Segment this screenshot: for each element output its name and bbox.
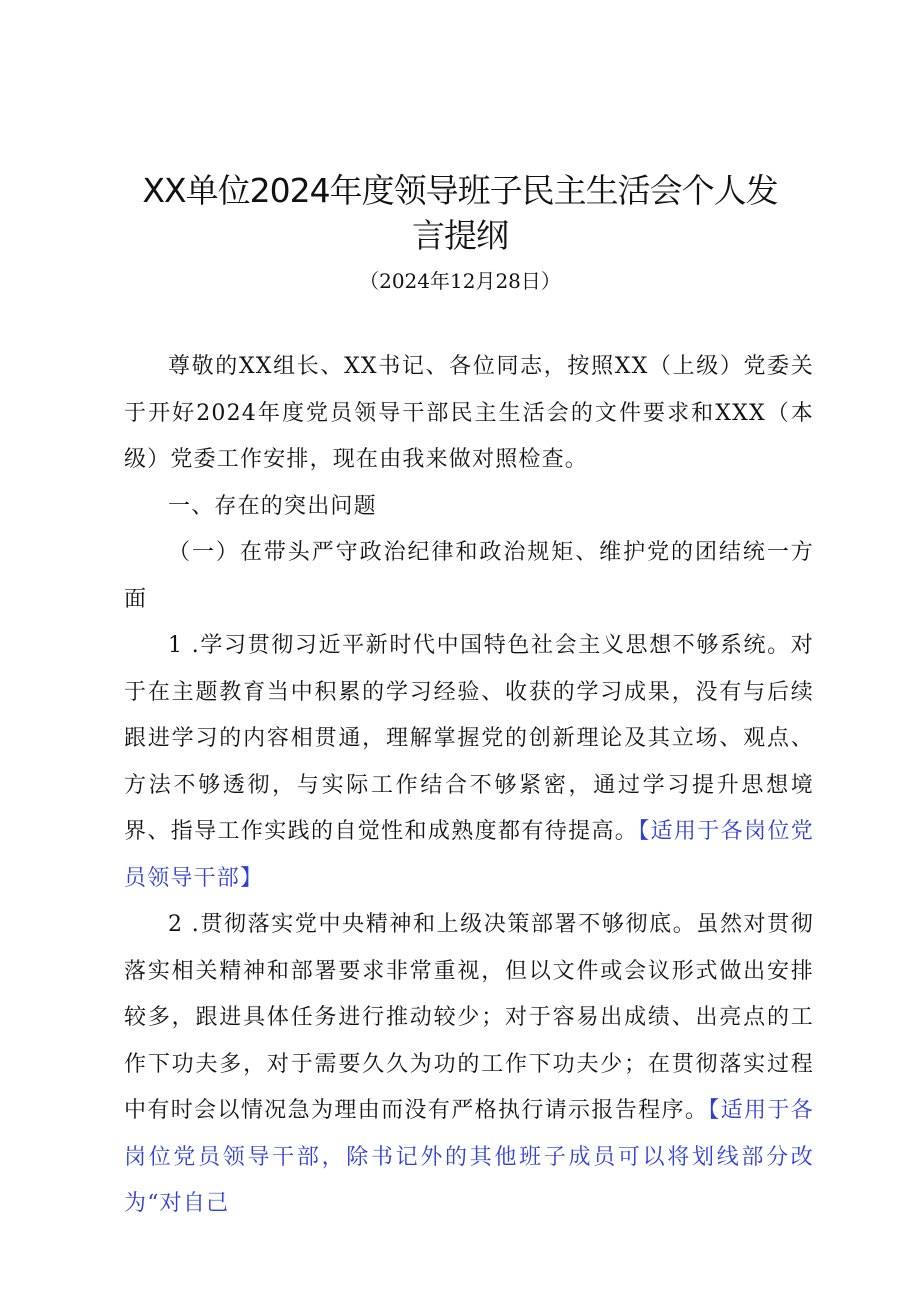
document-title-line-1: XX单位2024年度领导班子民主生活会个人发: [142, 171, 778, 210]
item-1-applicability-note: 【适用于各岗位党员领导干部】: [124, 819, 814, 891]
item-1-text: 1 .学习贯彻习近平新时代中国特色社会主义思想不够系统。对于在主题教育当中积累的学习经验、收获的学习成果，没有与后续跟进学习的内容相贯通，理解掌握党的创新理论及其立场、观点、方法不够透彻，与实际工作结合不够紧密，通过学习提升思想境界、指导工作实践的自觉性和成熟度都有待提高。: [124, 633, 814, 844]
item-1-paragraph: [124, 623, 814, 902]
intro-paragraph-block: [124, 344, 814, 484]
item-2-applicability-note: 【适用于各岗位党员领导干部，除书记外的其他班子成员可以将划线部分改为“对自己: [124, 1098, 814, 1216]
document-date: （2024年12月28日）: [359, 269, 561, 293]
intro-paragraph: 尊敬的XX组长、XX书记、各位同志，按照XX（上级）党委关于开好2024年度党员领导干部民主生活会的文件要求和XXX（本级）党委工作安排，现在由我来做对照检查。: [124, 354, 814, 472]
item-2-text: 2 .贯彻落实党中央精神和上级决策部署不够彻底。虽然对贯彻落实相关精神和部署要求非常重视，但以文件或会议形式做出安排较多，跟进具体任务进行推动较少；对于容易出成绩、出亮点的工作下功夫多，对于需要久久为功的工作下功夫少；在贯彻落实过程中有时会以情况急为理由而没有严格执行请示报告程序。: [124, 912, 814, 1123]
subsection-heading: （一）在带头严守政治纪律和政治规矩、维护党的团结统一方面: [124, 540, 814, 612]
section-heading: 一、存在的突出问题: [168, 494, 377, 519]
section-heading-block: [124, 484, 814, 531]
item-2-paragraph: [124, 902, 814, 1228]
item-1-block: [124, 623, 814, 902]
document-title-line-2: 言提纲: [412, 216, 508, 255]
item-2-block: [124, 902, 814, 1228]
subsection-heading-block: [124, 530, 814, 623]
